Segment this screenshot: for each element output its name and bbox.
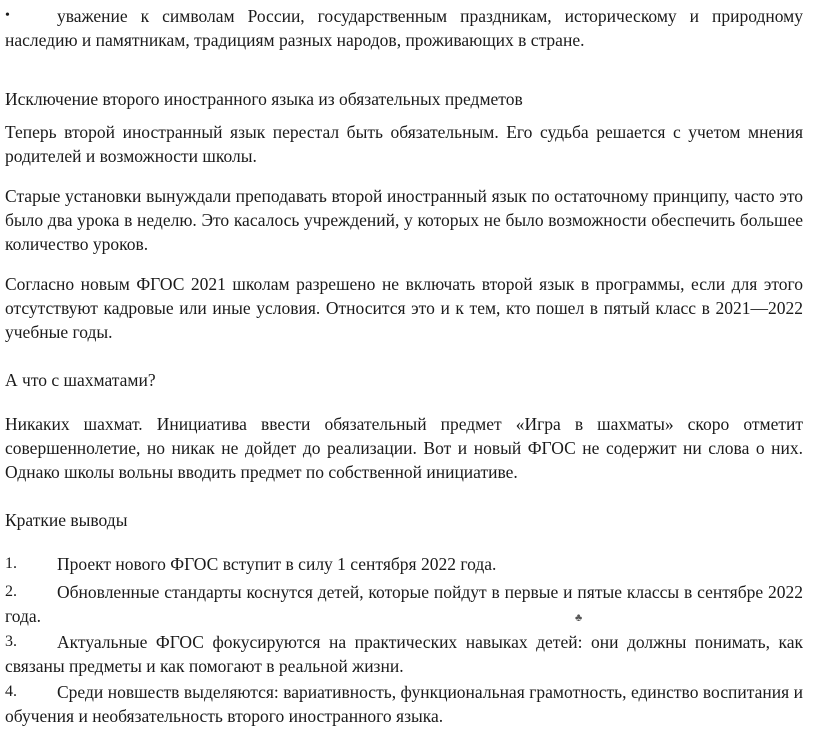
list-number: 4. (5, 683, 17, 700)
paragraph-language-2: Старые установки вынуждали преподавать второй иностранный язык по остаточному принципу, часто это было два урока в неделю. Это касалось учреждений, у которых не было возможности обеспечить большее количество уроков. (5, 186, 803, 254)
paragraph-language-3: Согласно новым ФГОС 2021 школам разрешено не включать второй язык в программы, если для этого отсутствуют кадровые или иные условия. Относится это и к тем, кто пошел в пятый класс в 2021—2022 учебные годы. (5, 274, 803, 342)
summary-list-item (5, 680, 803, 728)
list-item-text: Актуальные ФГОС фокусируются на практических навыках детей: они должны понимать, как связаны предметы и как помогают в реальной жизни. (5, 632, 803, 676)
bullet-icon: • (5, 8, 10, 23)
list-item-text: Проект нового ФГОС вступит в силу 1 сентября 2022 года. (57, 554, 497, 574)
summary-list-item (5, 580, 803, 628)
list-item-text: Обновленные стандарты коснутся детей, которые пойдут в первые и пятые классы в сентябре 2022 года. (5, 582, 803, 626)
list-number: 2. (5, 583, 17, 600)
summary-list-item (5, 552, 803, 576)
paragraph-chess: Никаких шахмат. Инициатива ввести обязательный предмет «Игра в шахматы» скоро отметит совершеннолетие, но никак не дойдет до реализации. Вот и новый ФГОС не содержит ни слова о них. Однако школы вольны вводить предмет по собственной инициативе. (5, 414, 803, 482)
section-heading-summary: Краткие выводы (5, 510, 128, 530)
intro-bullet-text: уважение к символам России, государственным праздникам, историческому и природному наследию и памятникам, традициям разных народов, проживающих в стране. (5, 6, 803, 50)
spade-icon: ♣ (575, 612, 583, 624)
intro-bullet-item (5, 4, 803, 52)
paragraph-language-1: Теперь второй иностранный язык перестал быть обязательным. Его судьба решается с учетом мнения родителей и возможности школы. (5, 122, 803, 166)
list-number: 3. (5, 633, 17, 650)
summary-list-item (5, 630, 803, 678)
section-heading-language: Исключение второго иностранного языка из обязательных предметов (5, 89, 523, 109)
list-number: 1. (5, 555, 17, 572)
list-item-text: Среди новшеств выделяются: вариативность, функциональная грамотность, единство воспитания и обучения и необязательность второго иностранного языка. (5, 682, 803, 726)
section-heading-chess: А что с шахматами? (5, 370, 156, 390)
